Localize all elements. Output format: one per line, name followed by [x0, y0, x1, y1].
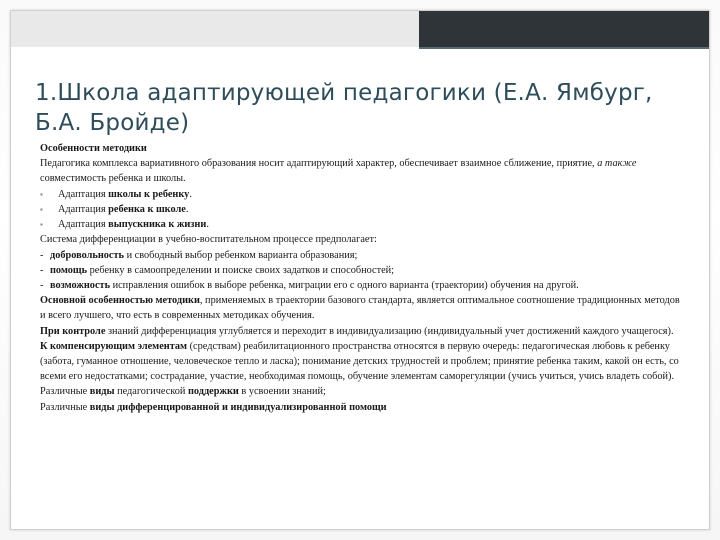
dash-item: - добровольность и свободный выбор ребенком варианта образования;	[40, 248, 680, 263]
dash-icon: -	[40, 279, 44, 291]
dash-icon: -	[40, 249, 44, 261]
dash-icon: -	[40, 264, 44, 276]
help-types-line: Различные виды дифференцированной и индивидуализированной помощи	[40, 401, 387, 413]
top-bar	[11, 11, 709, 47]
bullet-item: ▪ Адаптация школы к ребенку.	[40, 187, 680, 202]
top-bar-accent-line	[419, 47, 709, 49]
section-heading: Особенности методики	[40, 143, 147, 154]
bullet-icon: ▪	[40, 189, 43, 199]
control-paragraph: При контроле знаний дифференциация углубляется и переходит в индивидуализацию (индивидуальный учет достижений каждого учащегося).	[40, 325, 674, 337]
intro-paragraph: Педагогика комплекса вариативного образования носит адаптирующий характер, обеспечивает взаимное сближение, приятие, а также совместимость ребенка и школы.	[40, 158, 637, 185]
bullet-icon: ▪	[40, 220, 43, 230]
slide-title: 1.Школа адаптирующей педагогики (Е.А. Ямбург, Б.А. Бройде)	[35, 80, 653, 136]
bullet-item: ▪ Адаптация выпускника к жизни.	[40, 217, 680, 232]
slide-body	[40, 141, 680, 415]
dash-item: - помощь ребенку в самоопределении и поиске своих задатков и способностей;	[40, 263, 680, 278]
system-intro: Система дифференциации в учебно-воспитательном процессе предполагает:	[40, 234, 377, 246]
bullet-icon: ▪	[40, 204, 43, 214]
compensating-paragraph: К компенсирующим элементам (средствам) реабилитационного пространства относятся в первую очередь: педагогическая любовь к ребенку (забота, гуманное отношение, человеческое тепло и ласка); понимание детских трудностей и проблем; принятие ребенка таким, какой он есть, со всеми его недостатками; сострадание, участие, необходимая помощь, обучение элементам саморегуляции (учись учиться, учись владеть собой).	[40, 340, 679, 383]
main-feature-paragraph: Основной особенностью методики, применяемых в траектории базового стандарта, является оптимальное соотношение традиционных методов и всего лучшего, что есть в современных методиках обучения.	[40, 295, 680, 322]
support-types-line: Различные виды педагогической поддержки в усвоении знаний;	[40, 386, 326, 398]
dash-item: - возможность исправления ошибок в выборе ребенка, миграции его с одного варианта (траектории) обучения на другой.	[40, 278, 680, 293]
bullet-item: ▪ Адаптация ребенка к школе.	[40, 202, 680, 217]
top-bar-accent	[419, 11, 709, 47]
